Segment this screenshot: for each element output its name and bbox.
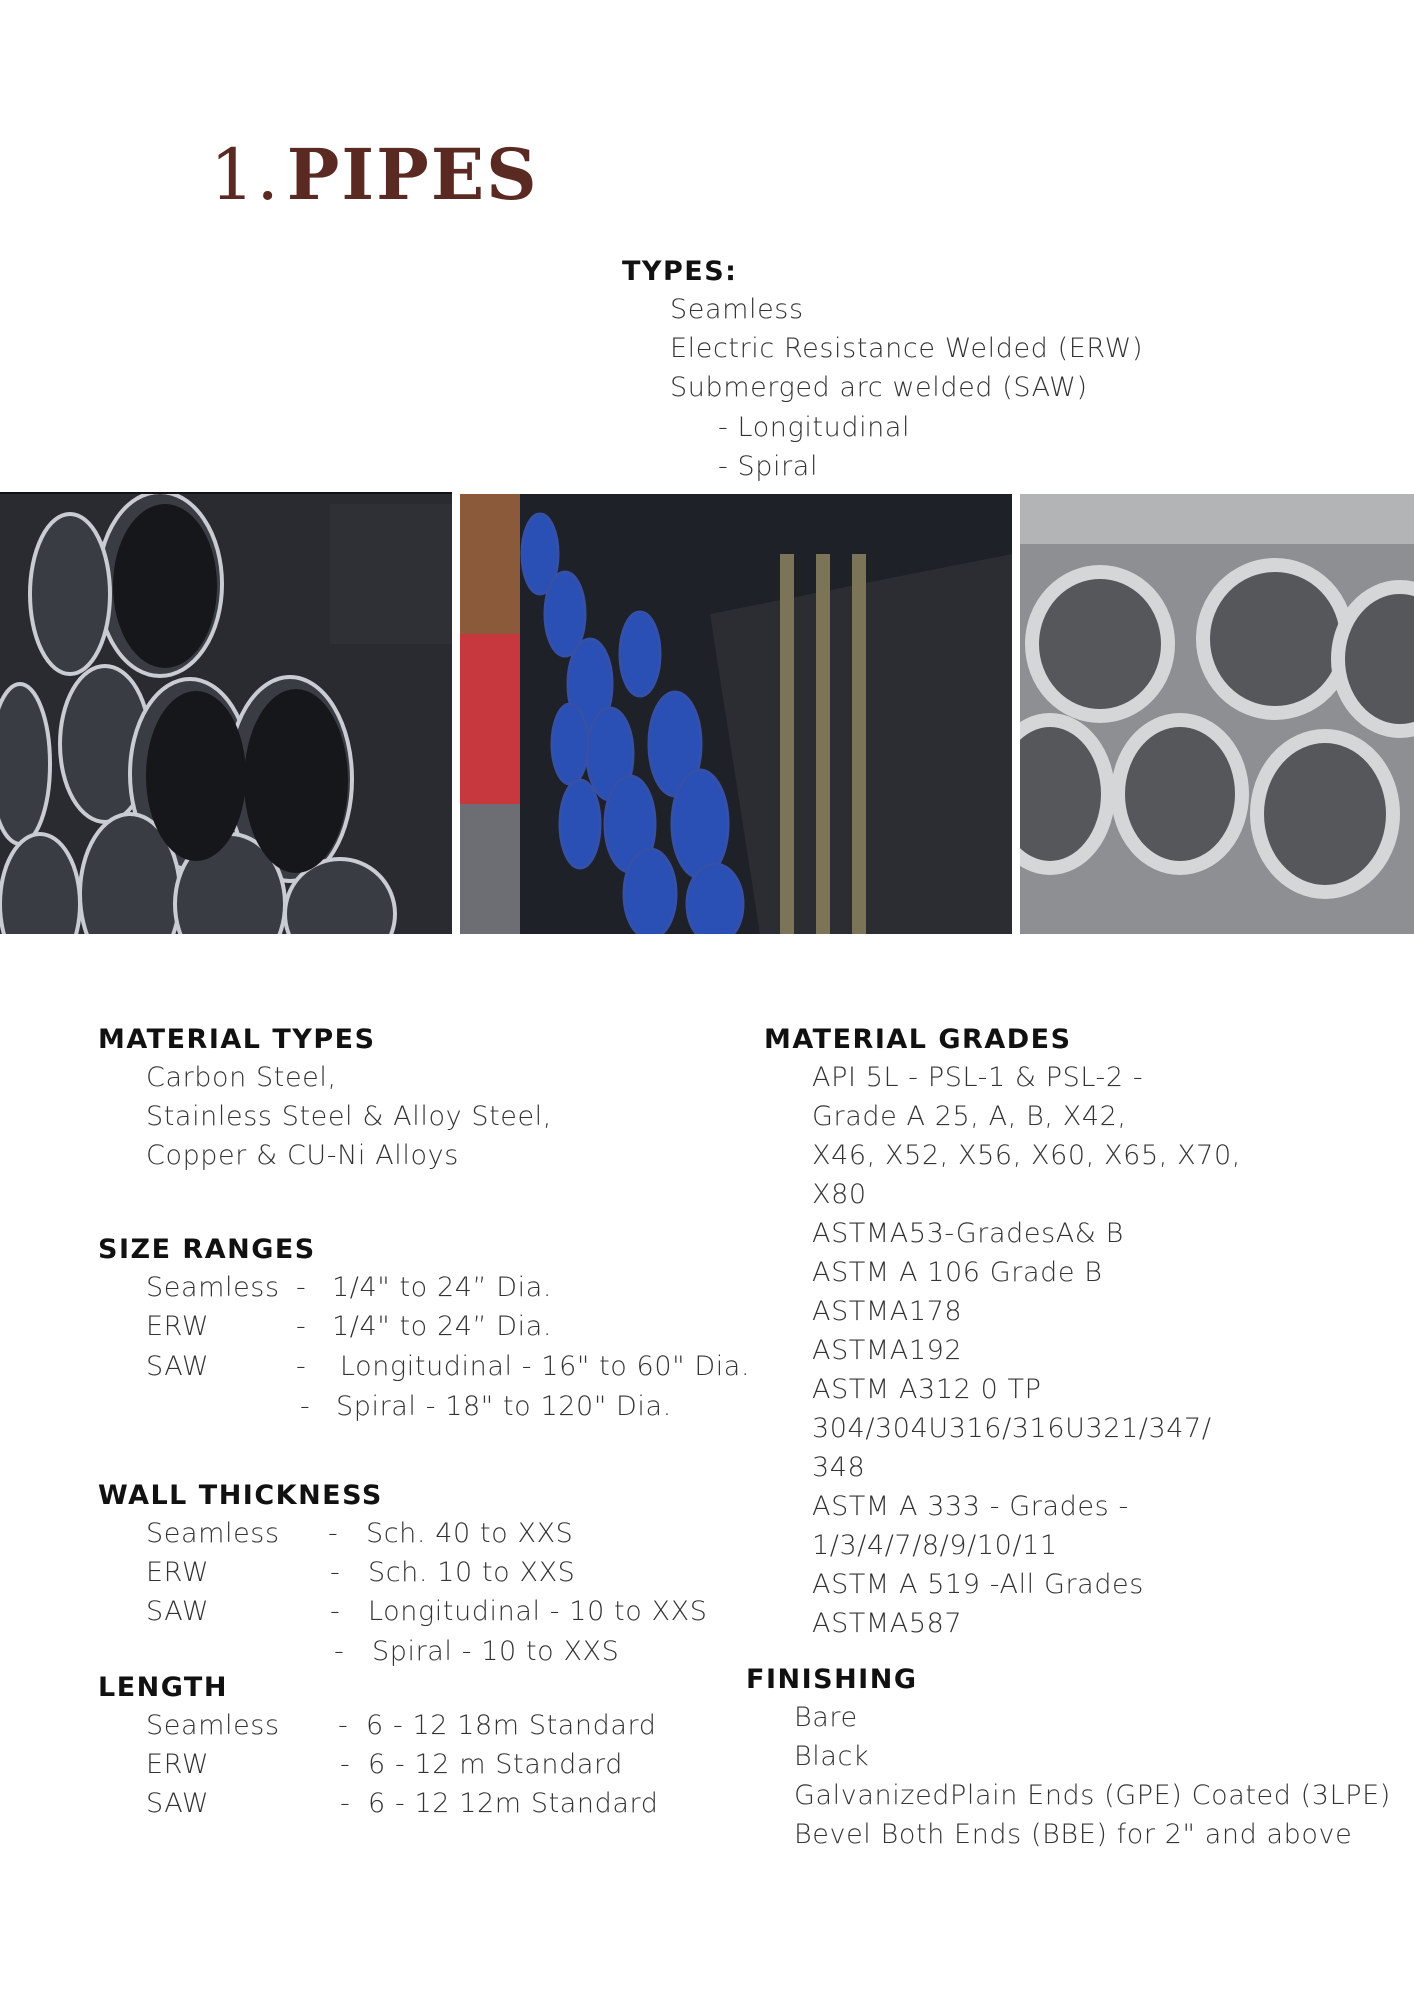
finishing-line: Bevel Both Ends (BBE) for 2" and above [794, 1819, 1353, 1850]
wall-thickness-dash: - [330, 1557, 341, 1588]
material-types-heading: MATERIAL TYPES [98, 1024, 376, 1055]
material-grade-line: ASTM A 519 -All Grades [812, 1569, 1144, 1600]
wall-thickness-dash: - [334, 1636, 345, 1667]
wall-thickness-label: ERW [146, 1557, 210, 1588]
size-range-dash: - [296, 1311, 307, 1342]
material-grades-heading: MATERIAL GRADES [764, 1024, 1072, 1055]
material-grade-line: ASTMA192 [812, 1335, 963, 1366]
material-grade-line: 348 [812, 1452, 866, 1483]
length-label: Seamless [146, 1710, 280, 1741]
size-range-value: Longitudinal - 16" to 60" Dia. [340, 1351, 751, 1382]
black-pipes-photo [0, 494, 452, 934]
types-item: Submerged arc welded (SAW) [670, 372, 1088, 403]
length-dash: - [340, 1788, 351, 1819]
types-sub-item: - Longitudinal [718, 412, 911, 443]
material-grade-line: X80 [812, 1179, 867, 1210]
wall-thickness-heading: WALL THICKNESS [98, 1480, 383, 1511]
types-sub-item: - Spiral [718, 451, 819, 482]
finishing-line: Black [794, 1741, 870, 1772]
blue-lined-pipes-photo [460, 494, 1012, 934]
wall-thickness-value: Spiral - 10 to XXS [372, 1636, 620, 1667]
wall-thickness-value: Sch. 10 to XXS [368, 1557, 576, 1588]
size-range-label: Seamless [146, 1272, 280, 1303]
wall-thickness-value: Sch. 40 to XXS [366, 1518, 574, 1549]
material-types-item: Copper & CU-Ni Alloys [146, 1140, 459, 1171]
material-types-item: Stainless Steel & Alloy Steel, [146, 1101, 552, 1132]
steel-pipes-photo [1020, 494, 1414, 934]
material-grade-line: ASTM A 106 Grade B [812, 1257, 1103, 1288]
length-heading: LENGTH [98, 1672, 228, 1703]
finishing-heading: FINISHING [746, 1664, 918, 1695]
material-grade-line: ASTM A 333 - Grades - [812, 1491, 1129, 1522]
material-grade-line: ASTMA53-GradesA& B [812, 1218, 1124, 1249]
material-types-item: Carbon Steel, [146, 1062, 337, 1093]
size-range-value: 1/4" to 24” Dia. [332, 1272, 553, 1303]
finishing-line: Bare [794, 1702, 858, 1733]
types-item: Seamless [670, 294, 804, 325]
size-range-label: SAW [146, 1351, 210, 1382]
types-item: Electric Resistance Welded (ERW) [670, 333, 1144, 364]
size-range-value: 1/4" to 24” Dia. [332, 1311, 553, 1342]
material-grade-line: API 5L - PSL-1 & PSL-2 - [812, 1062, 1144, 1093]
page-title-text: PIPES [286, 133, 539, 216]
size-ranges-heading: SIZE RANGES [98, 1234, 316, 1265]
size-range-dash: - [300, 1391, 311, 1422]
material-grade-line: ASTMA587 [812, 1608, 963, 1639]
types-heading: TYPES: [622, 256, 738, 287]
length-value: 6 - 12 m Standard [368, 1749, 623, 1780]
length-value: 6 - 12 12m Standard [368, 1788, 659, 1819]
length-label: ERW [146, 1749, 210, 1780]
wall-thickness-label: SAW [146, 1596, 210, 1627]
page-title-number: 1. [210, 134, 281, 216]
material-grade-line: X46, X52, X56, X60, X65, X70, [812, 1140, 1241, 1171]
wall-thickness-label: Seamless [146, 1518, 280, 1549]
size-range-dash: - [296, 1351, 307, 1382]
size-range-label: ERW [146, 1311, 210, 1342]
wall-thickness-dash: - [328, 1518, 339, 1549]
wall-thickness-value: Longitudinal - 10 to XXS [368, 1596, 708, 1627]
page-title [210, 133, 539, 216]
material-grade-line: ASTM A312 0 TP [812, 1374, 1042, 1405]
size-range-dash: - [296, 1272, 307, 1303]
wall-thickness-dash: - [330, 1596, 341, 1627]
material-grade-line: 304/304U316/316U321/347/ [812, 1413, 1212, 1444]
length-dash: - [338, 1710, 349, 1741]
size-range-value: Spiral - 18" to 120" Dia. [336, 1391, 672, 1422]
length-dash: - [340, 1749, 351, 1780]
material-grade-line: Grade A 25, A, B, X42, [812, 1101, 1127, 1132]
length-value: 6 - 12 18m Standard [366, 1710, 657, 1741]
material-grade-line: 1/3/4/7/8/9/10/11 [812, 1530, 1058, 1561]
finishing-line: GalvanizedPlain Ends (GPE) Coated (3LPE) [794, 1780, 1391, 1811]
material-grade-line: ASTMA178 [812, 1296, 963, 1327]
length-label: SAW [146, 1788, 210, 1819]
